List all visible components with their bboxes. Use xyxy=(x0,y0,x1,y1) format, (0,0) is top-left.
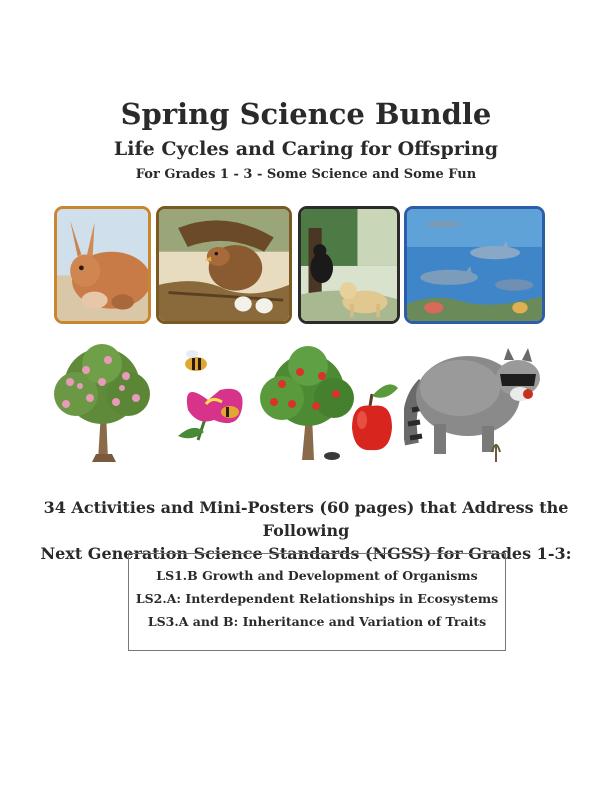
flowering-tree-illustration xyxy=(46,342,158,466)
apple-tree-illustration xyxy=(252,342,402,466)
dolphin-photo xyxy=(404,206,545,324)
page-subtitle: Life Cycles and Caring for Offspring xyxy=(113,138,499,160)
bear-photo xyxy=(298,206,400,324)
eagle-photo xyxy=(156,206,292,324)
flower-with-bees-illustration xyxy=(168,340,250,462)
standards-box xyxy=(128,553,506,651)
standard-ls1b: LS1.B Growth and Development of Organisms xyxy=(156,568,478,583)
activities-line-2: Next Generation Science Standards (NGSS) for Grades 1-3: xyxy=(40,544,572,563)
standard-ls3ab: LS3.A and B: Inheritance and Variation of Traits xyxy=(147,614,487,629)
activities-line-1: 34 Activities and Mini-Posters (60 pages) that Address the Following xyxy=(43,498,569,540)
standard-ls2a: LS2.A: Interdependent Relationships in Ecosystems xyxy=(135,591,499,606)
raccoon-illustration xyxy=(404,334,554,468)
page-title: Spring Science Bundle xyxy=(120,97,492,131)
rabbit-photo xyxy=(54,206,151,324)
grade-range: For Grades 1 - 3 - Some Science and Some Fun xyxy=(135,167,477,182)
